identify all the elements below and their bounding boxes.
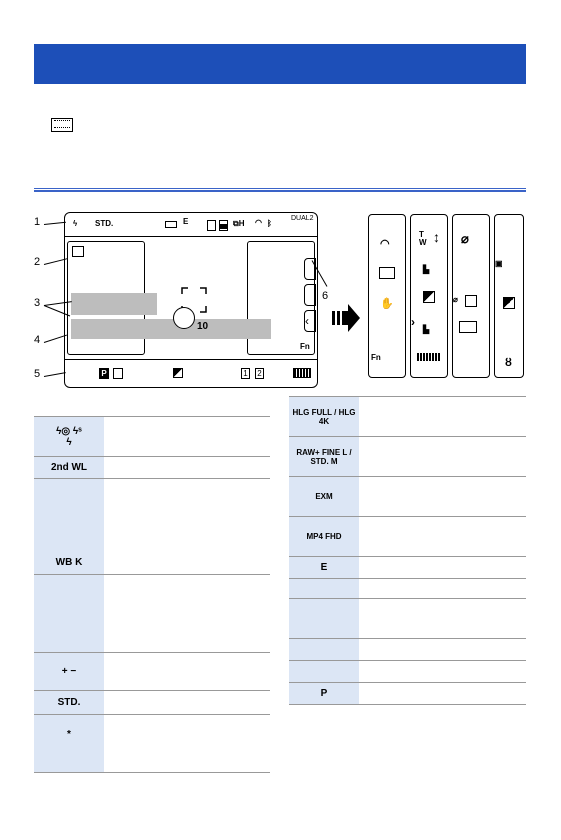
card-slot-2: 2 bbox=[255, 368, 264, 379]
table-row bbox=[289, 557, 526, 579]
leader-line-5 bbox=[44, 372, 66, 377]
camera-screen-diagram bbox=[64, 212, 318, 388]
stop-icon bbox=[219, 220, 228, 231]
row-icon-empty bbox=[289, 579, 359, 599]
row-text bbox=[104, 691, 270, 715]
arrow-icon bbox=[332, 303, 360, 338]
touch-icon bbox=[72, 246, 84, 257]
mode-p-icon: P bbox=[99, 368, 109, 379]
zoom-label: T W bbox=[419, 230, 427, 247]
table-row bbox=[289, 639, 526, 661]
wifi-icon: ◠ bbox=[380, 238, 390, 250]
row-icon-std: STD. bbox=[34, 691, 104, 715]
bluetooth-icon: ᛒ bbox=[267, 219, 272, 228]
table-row bbox=[34, 715, 270, 773]
row-text bbox=[359, 579, 526, 599]
flash-icon: ϟ bbox=[73, 219, 78, 228]
chevron-icon: › bbox=[411, 315, 415, 329]
row-text bbox=[104, 479, 270, 575]
row-icon-exm: EXM bbox=[289, 477, 359, 517]
row-icon-plus-minus: + − bbox=[34, 653, 104, 691]
right-icon-table bbox=[289, 396, 526, 705]
filter-icon bbox=[465, 295, 477, 307]
row-text bbox=[104, 575, 270, 653]
row-icon-empty bbox=[34, 575, 104, 653]
row-icon-empty bbox=[289, 661, 359, 683]
row-text bbox=[359, 557, 526, 579]
row-icon-asterisk: * bbox=[34, 715, 104, 773]
table-row bbox=[34, 691, 270, 715]
screen-top-bar bbox=[65, 213, 317, 237]
screen-bottom-bar bbox=[65, 359, 317, 387]
mic-icon: ȣ bbox=[505, 357, 512, 369]
row-text bbox=[104, 715, 270, 773]
callout-6: 6 bbox=[322, 290, 329, 302]
row-icon-hlg: HLG FULL / HLG 4K bbox=[289, 397, 359, 437]
callout-1: 1 bbox=[34, 216, 41, 228]
row-text bbox=[104, 653, 270, 691]
row-text bbox=[104, 457, 270, 479]
table-row bbox=[289, 579, 526, 599]
table-row bbox=[34, 653, 270, 691]
tab-video-icon bbox=[304, 258, 316, 280]
callout-5: 5 bbox=[34, 368, 41, 380]
side-panel-2 bbox=[410, 214, 448, 378]
row-text bbox=[359, 477, 526, 517]
std-label: STD. bbox=[95, 219, 114, 228]
tab-creative-icon bbox=[304, 284, 316, 306]
fn-label: Fn bbox=[300, 342, 310, 351]
row-icon-p: P bbox=[289, 683, 359, 705]
e-icon: E bbox=[183, 217, 189, 226]
row-text bbox=[104, 417, 270, 457]
af-mode-icon: ▙ bbox=[423, 325, 430, 334]
table-row bbox=[34, 417, 270, 457]
header-bar bbox=[34, 44, 526, 84]
row-icon-raw: RAW+ FINE L / STD. M bbox=[289, 437, 359, 477]
hand-icon: ✋ bbox=[380, 298, 394, 310]
row-text bbox=[359, 661, 526, 683]
creative-icon: ⌀ bbox=[461, 231, 469, 246]
creative-small-icon: ⌀ bbox=[453, 295, 458, 304]
side-panel-3 bbox=[452, 214, 490, 378]
callout-2: 2 bbox=[34, 256, 41, 268]
section-rule bbox=[34, 188, 526, 192]
wifi-icon: ◠ bbox=[255, 218, 262, 227]
picture-icon bbox=[379, 267, 395, 279]
battery-icon bbox=[293, 368, 311, 378]
p-box-icon bbox=[207, 220, 216, 231]
table-row bbox=[289, 517, 526, 557]
dual-label: DUAL2 bbox=[291, 215, 314, 222]
side-panel-4 bbox=[494, 214, 524, 378]
callout-3: 3 bbox=[34, 297, 41, 309]
table-row bbox=[289, 661, 526, 683]
table-row bbox=[289, 397, 526, 437]
left-icon-table bbox=[34, 416, 270, 773]
row-text bbox=[359, 639, 526, 661]
table-row bbox=[34, 457, 270, 479]
table-row bbox=[289, 477, 526, 517]
card-slot-1: 1 bbox=[241, 368, 250, 379]
row-icon-mp4: MP4 FHD bbox=[289, 517, 359, 557]
leader-line-1 bbox=[44, 222, 66, 225]
callout-4: 4 bbox=[34, 334, 41, 346]
self-timer-icon bbox=[173, 307, 195, 329]
burst-icon: ⧉H bbox=[233, 219, 245, 228]
table-row bbox=[289, 683, 526, 705]
gray-area-2 bbox=[71, 319, 271, 339]
tab-collapse-icon: ‹ bbox=[304, 310, 316, 332]
row-icon-e: E bbox=[289, 557, 359, 579]
row-text bbox=[359, 517, 526, 557]
gray-area-1 bbox=[71, 293, 157, 315]
exposure-comp-icon bbox=[173, 368, 183, 378]
aspect-icon bbox=[165, 221, 177, 228]
af-count: 10 bbox=[197, 321, 209, 332]
row-icon-empty bbox=[289, 639, 359, 661]
fn-label-panel: Fn bbox=[371, 353, 381, 362]
row-icon-wb: WB K bbox=[34, 479, 104, 575]
row-text bbox=[359, 599, 526, 639]
video-exposure-icon bbox=[503, 297, 515, 309]
table-row bbox=[289, 437, 526, 477]
exposure-icon bbox=[423, 291, 435, 303]
ev-comp-icon: ▙ bbox=[423, 265, 430, 274]
row-text bbox=[359, 397, 526, 437]
row-icon-flash-2nd: 2nd WL bbox=[34, 457, 104, 479]
film-icon bbox=[51, 118, 73, 132]
table-row bbox=[34, 575, 270, 653]
row-icon-flash: ϟ◎ ϟˢ ϟ bbox=[34, 417, 104, 457]
zoom-arrow-icon: ↕ bbox=[433, 229, 440, 245]
row-text bbox=[359, 437, 526, 477]
row-icon-empty bbox=[289, 599, 359, 639]
video-icon: ▣ bbox=[495, 259, 503, 268]
frame-icon bbox=[459, 321, 477, 333]
side-panel-1 bbox=[368, 214, 406, 378]
table-row bbox=[34, 479, 270, 575]
row-text bbox=[359, 683, 526, 705]
table-row bbox=[289, 599, 526, 639]
bar-icon bbox=[417, 353, 441, 361]
stabilizer-icon bbox=[113, 368, 123, 379]
